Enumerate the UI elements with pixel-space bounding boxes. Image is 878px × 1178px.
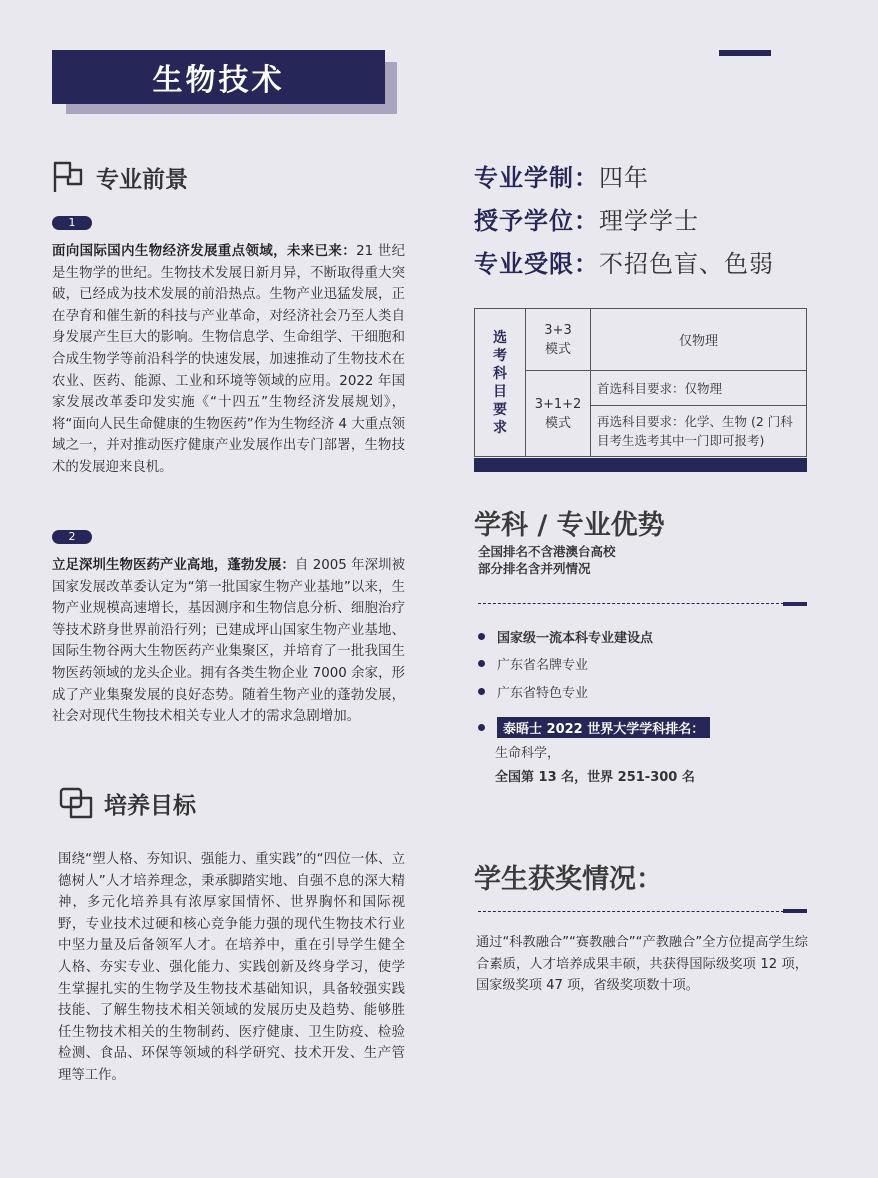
subject-requirements-table	[474, 308, 807, 457]
spec-degree: 授予学位：理学学士	[474, 207, 699, 235]
flag-icon	[52, 160, 86, 194]
prospects-heading	[52, 160, 188, 194]
ranking-detail	[495, 742, 695, 790]
prospects-paragraph-1	[52, 241, 405, 479]
mode-3-3: 3+3 模式	[526, 309, 591, 371]
divider-end	[783, 909, 807, 913]
advantage-item: 国家级一流本科专业建设点	[478, 627, 653, 646]
advantage-item: 广东省特色专业	[478, 682, 588, 701]
note-line: 部分排名含并列情况	[478, 561, 591, 576]
prospects-paragraph-2	[52, 555, 405, 728]
awards-paragraph: 通过“科教融合”“赛教融合”“产教融合”全方位提高学生综合素质，人才培养成果丰硕，共获得国际级奖项 12 项，国家级奖项 47 项，省级奖项数十项。	[476, 935, 808, 994]
copy-icon	[58, 786, 94, 820]
divider-end	[783, 602, 807, 606]
advantages-notes	[478, 543, 616, 577]
dashed-divider	[478, 603, 784, 604]
training-heading-label: 培养目标	[104, 792, 196, 819]
bullet-dot	[478, 633, 485, 640]
ranking-label: 泰晤士 2022 世界大学学科排名：	[497, 717, 710, 738]
advantage-item: 广东省名牌专业	[478, 654, 588, 673]
mode-3-1-2: 3+1+2 模式	[526, 371, 591, 457]
note-line: 全国排名不含港澳台高校	[478, 544, 616, 559]
paragraph-text: 自 2005 年深圳被国家发展改革委认定为“第一批国家生物产业基地”以来，生物产业规模高速增长，基因测序和生物信息分析、细胞治疗等技术跻身世界前沿行列；已建成坪山国家生物产业基地、国际生物谷两大生物医药产业集聚区，并培育了一批我国生物医药领域的龙头企业。拥有各类生物企业 7000 余家，形成了产业集聚发展的良好态势。随着生物产业的蓬勃发展，社会对现代生物技术相关专业人才的需求急剧增加。	[52, 558, 406, 725]
prospects-heading-label: 专业前景	[96, 166, 188, 193]
mode-3-3-requirement: 仅物理	[591, 309, 807, 371]
spec-duration: 专业学制：四年	[474, 164, 649, 192]
bullet-dot	[478, 660, 485, 667]
requirements-side-label: 选考科目要求	[475, 309, 526, 457]
program-specs	[474, 157, 774, 286]
ranking-subject: 生命科学，	[495, 746, 561, 761]
paragraph-text: 21 世纪是生物学的世纪。生物技术发展日新月异，不断取得重大突破，已经成为技术发展的前沿热点。生物产业迅猛发展，正在孕育和催生新的科技与产业革命，对经济社会乃至人类自身发展产生巨大的影响。生物信息学、生命组学、干细胞和合成生物学等前沿科学的快速发展，加速推动了生物技术在农业、医药、能源、工业和环境等领域的应用。2022 年国家发展改革委印发实施《“十四五”生物经济发展规划》，将“面向人民生命健康的生物医药”作为生物经济 4 大重点领域之一，并对推动医疗健康产业发展作出专门部署，生物技术的发展迎来良机。	[52, 244, 406, 475]
table-footer-bar	[474, 458, 807, 472]
first-choice-requirement: 首选科目要求：仅物理	[591, 371, 807, 406]
paragraph-lead: 立足深圳生物医药产业高地，蓬勃发展：	[52, 558, 295, 573]
awards-heading: 学生获奖情况：	[474, 864, 663, 895]
ranking-item	[478, 717, 710, 738]
paragraph-lead: 面向国际国内生物经济发展重点领域，未来已来：	[52, 244, 357, 259]
ranking-result: 全国第 13 名，世界 251-300 名	[495, 770, 695, 785]
decorative-dash	[719, 50, 771, 56]
bullet-dot	[478, 724, 485, 731]
page-title: 生物技术	[52, 50, 385, 104]
item-number-badge: 1	[52, 216, 92, 230]
bullet-dot	[478, 688, 485, 695]
advantages-heading: 学科 / 专业优势	[474, 510, 665, 541]
item-number-badge: 2	[52, 530, 92, 544]
training-heading	[58, 786, 196, 820]
second-choice-requirement: 再选科目要求：化学、生物 (2 门科目考生选考其中一门即可报考)	[591, 406, 807, 457]
spec-restriction: 专业受限：不招色盲、色弱	[474, 250, 774, 278]
dashed-divider	[478, 911, 784, 912]
training-paragraph: 围绕“塑人格、夯知识、强能力、重实践”的“四位一体、立德树人”人才培养理念，秉承脚踏实地、自强不息的深大精神，多元化培养具有浓厚家国情怀、世界胸怀和国际视野，专业技术过硬和核心竞争能力强的现代生物技术行业中坚力量及后备领军人才。在培养中，重在引导学生健全人格、夯实专业、强化能力、实践创新及终身学习，使学生掌握扎实的生物学及生物技术基础知识，具备较强实践技能、了解生物技术相关领域的发展历史及趋势、能够胜任生物技术相关的生物制药、医疗健康、卫生防疫、检验检测、食品、环保等领域的科学研究、技术开发、生产管理等工作。	[58, 852, 405, 1083]
